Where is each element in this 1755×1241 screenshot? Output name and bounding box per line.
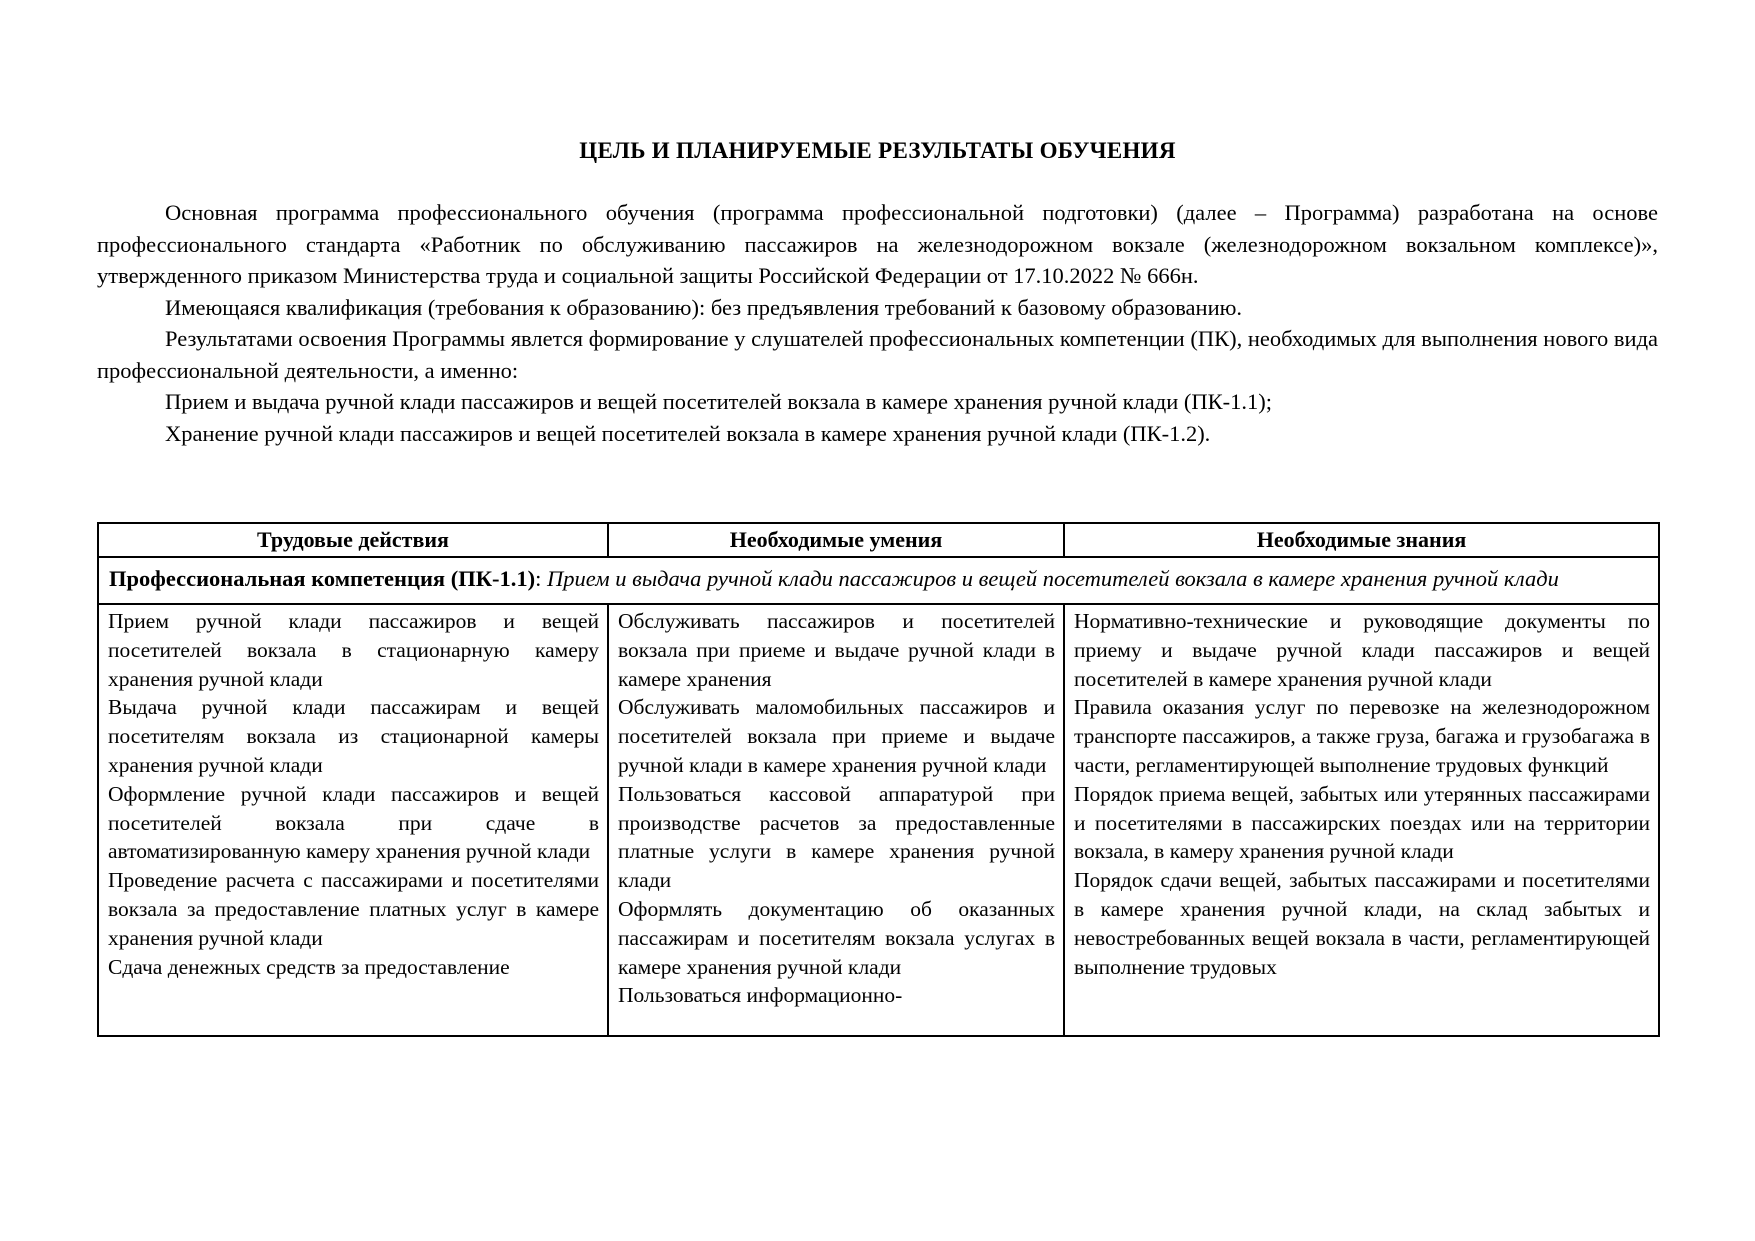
required-skills-cell [608, 604, 1064, 1036]
required-skill-item: Пользоваться информационно- [618, 983, 903, 1008]
required-skill-item: Обслуживать пассажиров и посетителей вокзала при приеме и выдаче ручной клади в камере хранения [618, 609, 1055, 691]
required-knowledge-content [1065, 605, 1658, 1035]
required-knowledge-item: Нормативно-технические и руководящие документы по приему и выдаче ручной клади пассажиров и вещей посетителей в камере хранения ручной клади [1074, 609, 1650, 691]
required-skill-item: Оформлять документацию об оказанных пассажирам и посетителям вокзала услугах в камере хранения ручной клади [618, 896, 1055, 979]
intro-paragraph-1: Основная программа профессионального обучения (программа профессиональной подготовки) (далее – Программа) разработана на основе профессионального стандарта «Работник по обслуживанию пассажиров на железнодорожном вокзале (железнодорожном вокзальном комплексе)», утвержденного приказом Министерства труда и социальной защиты Российской Федерации от 17.10.2022 № 666н. [97, 200, 1658, 288]
table-header-row [98, 523, 1659, 557]
labor-action-item: Прием ручной клади пассажиров и вещей посетителей вокзала в стационарную камеру хранения ручной клади [108, 609, 599, 691]
intro-paragraph-2: Имеющаяся квалификация (требования к образованию): без предъявления требований к базовому образованию. [165, 294, 1243, 320]
required-knowledge-item: Порядок приема вещей, забытых или утерянных пассажирами и посетителями в пассажирских поездах или на территории вокзала, в камеру хранения ручной клади [1074, 781, 1650, 864]
required-skills-content [609, 605, 1063, 1035]
competency-separator: : [535, 566, 548, 591]
competency-description: Прием и выдача ручной клади пассажиров и вещей посетителей вокзала в камере хранения ручной клади [547, 566, 1559, 591]
labor-action-item: Оформление ручной клади пассажиров и вещей посетителей вокзала при сдаче в автоматизированную камеру хранения ручной клади [108, 781, 599, 864]
header-required-knowledge: Необходимые знания [1064, 523, 1659, 557]
intro-paragraph-3: Результатами освоения Программы явлется формирование у слушателей профессиональных компетенции (ПК), необходимых для выполнения нового вида профессиональной деятельности, а именно: [97, 326, 1658, 383]
intro-paragraph-5: Хранение ручной клади пассажиров и вещей посетителей вокзала в камере хранения ручной клади (ПК-1.2). [165, 420, 1211, 446]
required-skill-item: Обслуживать маломобильных пассажиров и посетителей вокзала при приеме и выдаче ручной клади в камере хранения ручной клади [618, 695, 1055, 777]
competency-label: Профессиональная компетенция (ПК-1.1) [109, 566, 536, 591]
required-knowledge-item: Правила оказания услуг по перевозке на железнодорожном транспорте пассажиров, а также груза, багажа и грузобагажа в части, регламентирующей выполнение трудовых функций [1074, 695, 1650, 777]
competency-cell [98, 557, 1659, 604]
labor-actions-content [99, 605, 607, 1035]
labor-action-item: Проведение расчета с пассажирами и посетителями вокзала за предоставление платных услуг в камере хранения ручной клади [108, 868, 599, 950]
intro-paragraph-4: Прием и выдача ручной клади пассажиров и вещей посетителей вокзала в камере хранения ручной клади (ПК-1.1); [165, 389, 1272, 414]
required-skill-item: Пользоваться кассовой аппаратурой при производстве расчетов за предоставленные платные услуги в камере хранения ручной клади [618, 781, 1055, 893]
labor-action-item: Сдача денежных средств за предоставление [108, 954, 510, 979]
labor-action-item: Выдача ручной клади пассажирам и вещей посетителям вокзала из стационарной камеры хранения ручной клади [108, 695, 599, 777]
intro-section [97, 197, 1658, 449]
page-content [97, 0, 1658, 1037]
table-body-row [98, 604, 1659, 1036]
competency-row [98, 557, 1659, 604]
competency-table [97, 522, 1660, 1037]
labor-actions-cell [98, 604, 608, 1036]
header-labor-actions: Трудовые действия [98, 523, 608, 557]
required-knowledge-cell [1064, 604, 1659, 1036]
header-required-skills: Необходимые умения [608, 523, 1064, 557]
document-title: ЦЕЛЬ И ПЛАНИРУЕМЫЕ РЕЗУЛЬТАТЫ ОБУЧЕНИЯ [579, 138, 1176, 163]
required-knowledge-item: Порядок сдачи вещей, забытых пассажирами и посетителями в камере хранения ручной клади, на склад забытых и невостребованных вещей вокзала в части, регламентирующей выполнение трудовых [1074, 868, 1650, 979]
